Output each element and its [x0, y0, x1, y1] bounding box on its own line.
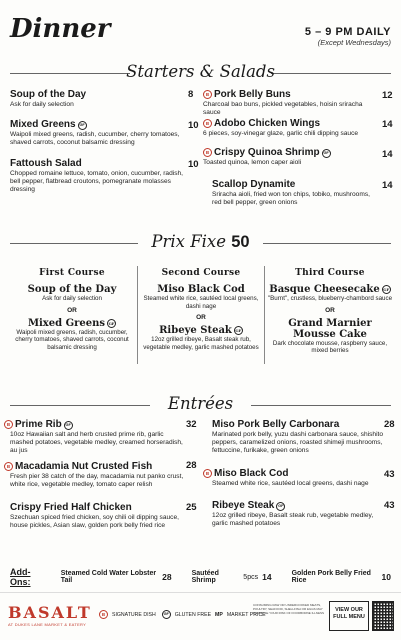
item-desc: Toasted quinoa, lemon caper aioli [203, 159, 302, 166]
qr-code-icon[interactable] [372, 601, 394, 631]
hours-text: 5 – 9 PM DAILY [304, 26, 391, 38]
addons-bar [10, 568, 391, 586]
item-name: Prime Rib [15, 419, 62, 430]
item-price: 8 [188, 89, 194, 100]
addons-label: Add-Ons: [10, 567, 31, 587]
addon-price: 14 [262, 572, 272, 582]
first-course [12, 268, 132, 351]
consumer-warning: CONSUMING RAW OR UNDERCOOKED MEATS, POULTRY, SEAFOOD, SHELLFISH OR EGGS MAY INCREASE YOUR RISK OF FOODBORNE ILLNESS [253, 603, 324, 615]
gluten-free-icon: GF [276, 502, 285, 511]
gluten-free-icon: GF [64, 421, 73, 430]
or-separator: OR [325, 306, 335, 314]
legend-mp: MARKET PRICE [226, 611, 266, 618]
prix-fixe-heading [0, 232, 401, 252]
addon-name: Sautéed Shrimp [191, 570, 219, 584]
course-option-name: Ribeye Steak GF [159, 325, 242, 337]
brand-subtitle: AT DUKES LANE MARKET & EATERY [8, 622, 87, 627]
item-name: Adobo Chicken Wings [214, 118, 321, 129]
page-title: Dinner [10, 14, 111, 44]
addon-name: Golden Pork Belly Fried Rice [291, 570, 371, 584]
gluten-free-icon: GF [162, 610, 171, 619]
addon-qty: 5pcs [243, 573, 259, 581]
course-option-name: Basque Cheesecake GF [269, 284, 390, 295]
course-option-desc: Waipoli mixed greens, radish, cucumber, cherry tomatoes, shaved carrots, coconut balsamic dressing [15, 328, 129, 351]
hours-note: (Except Wednesdays) [317, 38, 391, 47]
brand-logo: BASALT [8, 603, 92, 622]
entrees-heading: Entrées [167, 394, 234, 413]
item-name: Miso Pork Belly Carbonara [212, 419, 340, 430]
menu-item [10, 89, 190, 109]
signature-dish-icon: B [4, 462, 13, 471]
service-hours [305, 26, 391, 47]
legend [99, 610, 270, 619]
menu-item [212, 500, 377, 528]
addon-price: 10 [381, 572, 391, 582]
item-desc: 12oz grilled ribeye, Basalt steak rub, vegetable medley, garlic mashed potatoes [212, 512, 374, 528]
item-price: 28 [186, 460, 197, 471]
menu-item [212, 419, 384, 456]
item-name: Miso Black Cod [214, 468, 289, 479]
course-option-desc: Steamed white rice, sautéed local greens, dashi nage [143, 295, 259, 310]
item-name: Soup of the Day [10, 89, 87, 100]
item-desc: Steamed white rice, sautéed local greens, dashi nage [212, 480, 369, 487]
second-course [140, 268, 262, 351]
item-price: 43 [384, 469, 395, 480]
item-desc: 10oz Hawaiian salt and herb crusted prime rib, garlic mashed potatoes, vegetable medley, creamed horseradish, au jus [10, 431, 183, 455]
gluten-free-icon: GF [383, 287, 390, 292]
view-full-menu-link[interactable]: VIEW OUR FULL MENU [329, 601, 369, 631]
gluten-free-icon: GF [322, 149, 331, 158]
item-desc: Marinated pork belly, yuzu dashi carbonara sauce, shishito peppers, caramelized onions, roasted shimeji mushrooms, fettuccine, furikake, green onions [212, 431, 384, 455]
item-desc: Szechuan spiced fried chicken, soy chili oil dipping sauce, house pickles, Asian slaw, golden pork belly fried rice [10, 514, 179, 530]
item-price: 43 [384, 500, 395, 511]
or-separator: OR [196, 314, 206, 322]
signature-dish-icon: B [203, 148, 212, 157]
footer [0, 592, 401, 640]
item-name: Mixed Greens [10, 119, 76, 130]
menu-item [203, 118, 373, 138]
item-desc: Sriracha aioli, fried won ton chips, tobiko, mushrooms, red bell pepper, green onions [212, 191, 370, 207]
item-name: Crispy Fried Half Chicken [10, 502, 132, 513]
item-price: 12 [382, 90, 393, 101]
course-title: Second Course [161, 268, 241, 278]
gluten-free-icon: GF [108, 320, 115, 326]
legend-gf: GLUTEN FREE [174, 611, 212, 618]
course-option-name: Mixed Greens GF [27, 317, 115, 329]
menu-item [10, 158, 188, 195]
signature-dish-icon: B [4, 420, 13, 429]
item-name: Crispy Quinoa Shrimp [214, 147, 320, 158]
starters-heading: Starters & Salads [126, 62, 275, 81]
course-title: First Course [39, 268, 105, 278]
item-desc: 6 pieces, soy-vinegar glaze, garlic chili dipping sauce [203, 130, 359, 137]
item-desc: Ask for daily selection [10, 101, 74, 108]
course-option-name: Grand Marnier Mousse Cake [288, 317, 372, 340]
column-divider [264, 266, 265, 364]
signature-dish-icon: B [99, 610, 108, 619]
course-option-name: Miso Black Cod [157, 284, 245, 295]
menu-item [4, 461, 184, 489]
course-option-desc: Ask for daily selection [42, 295, 102, 302]
column-divider [137, 266, 138, 364]
menu-item [10, 502, 188, 530]
signature-dish-icon: B [203, 90, 212, 99]
prix-fixe-title: Prix Fixe [151, 232, 226, 251]
item-name: Macadamia Nut Crusted Fish [15, 461, 153, 472]
item-price: 14 [382, 180, 393, 191]
item-price: 10 [188, 120, 199, 131]
signature-dish-icon: B [203, 469, 212, 478]
item-name: Ribeye Steak [212, 500, 275, 511]
menu-item [203, 468, 373, 488]
item-price: 32 [186, 419, 197, 430]
course-option-desc: Dark chocolate mousse, raspberry sauce, mixed berries [272, 339, 388, 355]
gluten-free-icon: GF [235, 328, 242, 334]
item-price: 14 [382, 119, 393, 130]
third-course [267, 268, 393, 355]
legend-sig: SIGNATURE DISH [112, 611, 156, 618]
menu-item [212, 179, 380, 207]
item-desc: Waipoli mixed greens, radish, cucumber, cherry tomatoes, shaved carrots, coconut balsamic dressing [10, 131, 180, 147]
course-title: Third Course [295, 268, 365, 278]
item-name: Scallop Dynamite [212, 179, 296, 190]
menu-item [203, 89, 373, 117]
menu-item [4, 419, 184, 456]
item-name: Pork Belly Buns [214, 89, 291, 100]
addon-price: 28 [162, 572, 172, 582]
market-price-icon: MP [215, 611, 223, 618]
item-desc: Fresh pier 38 catch of the day, macadamia nut panko crust, white rice, vegetable medley, tomato caper relish [10, 473, 184, 489]
menu-item [203, 147, 373, 167]
or-separator: OR [67, 306, 77, 314]
item-name: Fattoush Salad [10, 158, 82, 169]
course-option-name: Soup of the Day [27, 284, 117, 295]
item-price: 28 [384, 419, 395, 430]
item-price: 14 [382, 149, 393, 160]
item-desc: Charcoal bao buns, pickled vegetables, hoisin sriracha sauce [203, 101, 363, 117]
gluten-free-icon: GF [78, 121, 87, 130]
course-option-desc: "Burnt", crustless, blueberry-chambord sauce [267, 295, 393, 302]
item-price: 10 [188, 159, 199, 170]
menu-item [10, 119, 190, 147]
item-price: 25 [186, 502, 197, 513]
addon-name: Steamed Cold Water Lobster Tail [60, 570, 157, 584]
prix-fixe-price: 50 [231, 233, 250, 251]
course-option-desc: 12oz grilled ribeye, Basalt steak rub, vegetable medley, garlic mashed potatoes [143, 336, 259, 351]
item-desc: Chopped romaine lettuce, tomato, onion, cucumber, radish, bell pepper, flatbread croutons, pomegranate molasses dressing [10, 170, 184, 194]
signature-dish-icon: B [203, 119, 212, 128]
